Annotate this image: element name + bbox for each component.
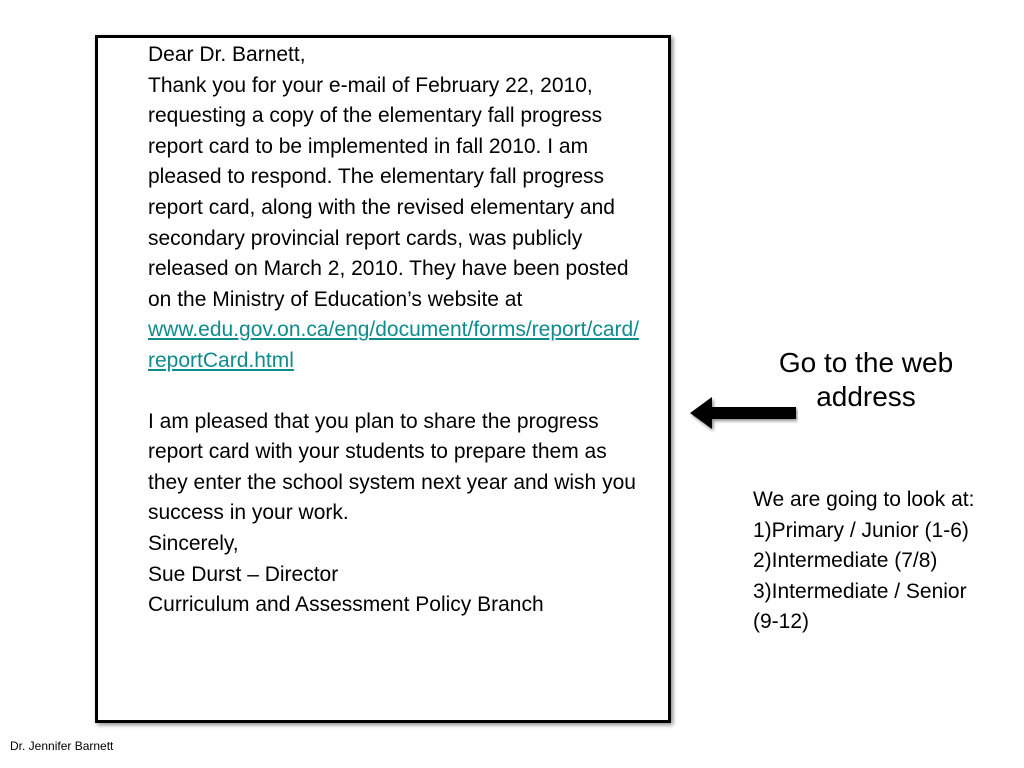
letter-closing: Sincerely, <box>148 531 239 555</box>
notes-item-intermediate: 2)Intermediate (7/8) <box>753 549 938 572</box>
signature-department: Curriculum and Assessment Policy Branch <box>148 593 544 617</box>
letter-paragraph-2: I am pleased that you plan to share the progress report card with your students to prepare them as they enter the school system next year and wish you success in your work. <box>148 409 636 525</box>
paragraph-spacer <box>148 377 648 407</box>
letter-paragraph-1: Thank you for your e-mail of February 22, 2010, requesting a copy of the elementary fall progress report card to be implemented in fall 2010. I am pleased to respond. The elementary fall progress report card, along with the revised elementary and secondary provincial report cards, was publicly released on March 2, 2010. They have been posted on the Ministry of Education’s website at <box>148 73 629 311</box>
report-card-link[interactable]: www.edu.gov.on.ca/eng/document/forms/report/card/reportCard.html <box>148 318 640 372</box>
letter-greeting: Dear Dr. Barnett, <box>148 43 306 66</box>
notes-item-primary-junior: 1)Primary / Junior (1-6) <box>753 518 969 542</box>
notes-list <box>753 485 993 638</box>
notes-item-intermediate-senior: 3)Intermediate / Senior (9-12) <box>753 579 967 633</box>
signature-name: Sue Durst – Director <box>148 562 339 586</box>
letter-body <box>148 40 648 621</box>
notes-intro: We are going to look at: <box>753 488 975 511</box>
footer-author: Dr. Jennifer Barnett <box>10 739 114 753</box>
web-address-callout: Go to the web address <box>778 347 954 412</box>
